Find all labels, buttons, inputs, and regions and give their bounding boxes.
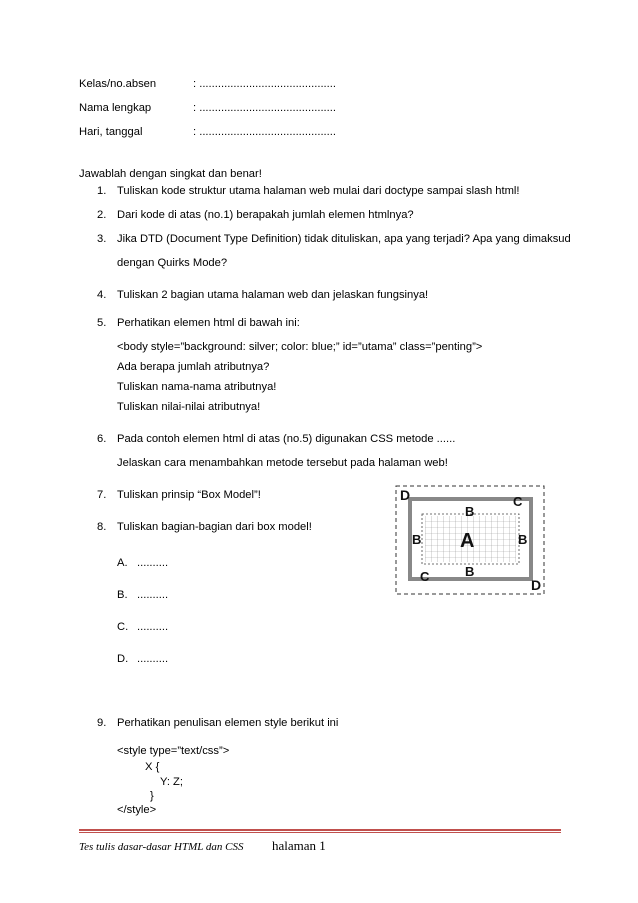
q9-code-line: </style> (117, 804, 157, 816)
instruction: Jawablah dengan singkat dan benar! (79, 168, 262, 180)
q4-number: 4. (97, 289, 107, 301)
q5-sub3: Tuliskan nilai-nilai atributnya! (117, 401, 261, 413)
box-model-diagram (395, 485, 545, 595)
q8-number: 8. (97, 521, 107, 533)
label-a: A (460, 530, 475, 552)
q5-text: Perhatikan elemen html di bawah ini: (117, 317, 300, 329)
q2-text: Dari kode di atas (no.1) berapakah jumlah elemen htmlnya? (117, 209, 414, 221)
field-label-nama: Nama lengkap (79, 102, 152, 114)
field-value-kelas: : ............................................ (193, 78, 336, 90)
q8-option-letter: C. (117, 621, 129, 633)
label-b-bottom: B (465, 564, 475, 579)
label-c-top: C (513, 494, 523, 509)
q1-number: 1. (97, 185, 107, 197)
q8-option-letter: D. (117, 653, 129, 665)
q5-sub1: Ada berapa jumlah atributnya? (117, 361, 270, 373)
label-b-top: B (465, 504, 475, 519)
q8-option-letter: B. (117, 589, 128, 601)
label-b-right: B (518, 532, 528, 547)
q3-number: 3. (97, 233, 107, 245)
field-value-nama: : ............................................ (193, 102, 336, 114)
q8-option-blank: .......... (137, 621, 169, 633)
field-label-kelas: Kelas/no.absen (79, 78, 157, 90)
q9-code-line: <style type=”text/css”> (117, 745, 230, 757)
label-d-bottom: D (531, 577, 542, 593)
q9-code-line: X { (145, 761, 160, 773)
q3-text-line1: Jika DTD (Document Type Definition) tidak dituliskan, apa yang terjadi? Apa yang dimaksud (117, 233, 571, 245)
q9-code-line: } (150, 790, 154, 802)
field-value-hari: : ............................................ (193, 126, 336, 138)
q8-option-blank: .......... (137, 589, 169, 601)
footer-title: Tes tulis dasar-dasar HTML dan CSS (79, 841, 244, 853)
footer-rule (79, 829, 561, 831)
label-b-left: B (412, 532, 422, 547)
q8-text: Tuliskan bagian-bagian dari box model! (117, 521, 312, 533)
q9-number: 9. (97, 717, 107, 729)
q5-code: <body style=”background: silver; color: blue;” id=”utama” class=”penting”> (117, 341, 483, 353)
q6-text-line2: Jelaskan cara menambahkan metode tersebut pada halaman web! (117, 457, 448, 469)
label-d-top: D (400, 487, 411, 503)
q2-number: 2. (97, 209, 107, 221)
q4-text: Tuliskan 2 bagian utama halaman web dan jelaskan fungsinya! (117, 289, 429, 301)
q8-option-blank: .......... (137, 653, 169, 665)
q8-option-blank: .......... (137, 557, 169, 569)
q1-text: Tuliskan kode struktur utama halaman web mulai dari doctype sampai slash html! (117, 185, 520, 197)
q6-text-line1: Pada contoh elemen html di atas (no.5) digunakan CSS metode ...... (117, 433, 456, 445)
q9-code-line: Y: Z; (160, 776, 184, 788)
field-label-hari: Hari, tanggal (79, 126, 143, 138)
q6-number: 6. (97, 433, 107, 445)
q8-option-letter: A. (117, 557, 128, 569)
footer-page-number: halaman 1 (272, 838, 326, 853)
q9-text: Perhatikan penulisan elemen style berikut ini (117, 717, 339, 729)
footer-rule-thin (79, 832, 561, 833)
q7-text: Tuliskan prinsip “Box Model”! (117, 489, 261, 501)
q5-number: 5. (97, 317, 107, 329)
q3-text-line2: dengan Quirks Mode? (117, 257, 228, 269)
q7-number: 7. (97, 489, 107, 501)
q5-sub2: Tuliskan nama-nama atributnya! (117, 381, 277, 393)
label-c-bottom: C (420, 569, 430, 584)
